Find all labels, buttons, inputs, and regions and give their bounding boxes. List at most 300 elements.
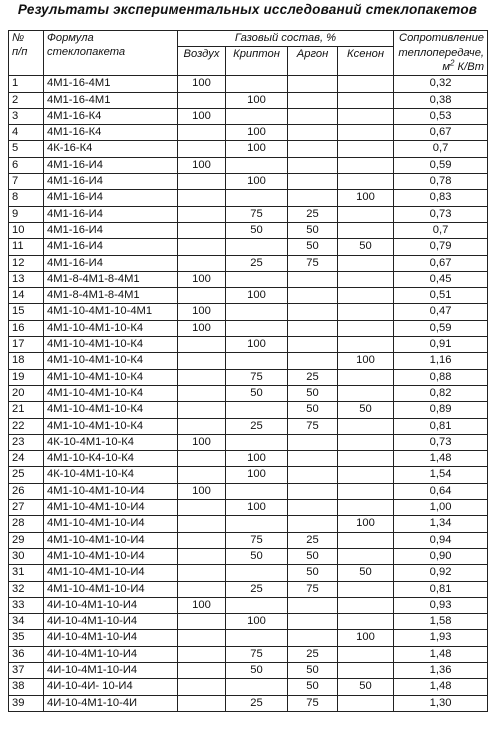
table-row — [9, 483, 488, 499]
cell-resistance: 0,81 — [394, 581, 488, 597]
cell-argon — [288, 141, 338, 157]
cell-argon — [288, 304, 338, 320]
cell-formula: 4М1-16-К4 — [44, 108, 178, 124]
table-row — [9, 320, 488, 336]
cell-resistance: 0,89 — [394, 402, 488, 418]
cell-xenon — [338, 108, 394, 124]
cell-resistance: 0,45 — [394, 271, 488, 287]
cell-formula: 4И-10-4М1-10-И4 — [44, 597, 178, 613]
cell-resistance: 0,73 — [394, 206, 488, 222]
cell-air — [178, 402, 226, 418]
cell-argon: 50 — [288, 402, 338, 418]
cell-argon: 25 — [288, 369, 338, 385]
cell-krypton: 25 — [226, 418, 288, 434]
cell-resistance: 0,67 — [394, 255, 488, 271]
cell-air: 100 — [178, 271, 226, 287]
cell-resistance: 0,81 — [394, 418, 488, 434]
cell-argon — [288, 320, 338, 336]
cell-air: 100 — [178, 108, 226, 124]
cell-krypton: 100 — [226, 500, 288, 516]
cell-number: 35 — [9, 630, 44, 646]
cell-argon — [288, 108, 338, 124]
cell-number: 4 — [9, 125, 44, 141]
table-row — [9, 353, 488, 369]
cell-xenon — [338, 581, 394, 597]
cell-formula: 4М1-16-И4 — [44, 206, 178, 222]
results-table — [8, 30, 488, 712]
cell-formula: 4И-10-4М1-10-И4 — [44, 662, 178, 678]
cell-krypton — [226, 157, 288, 173]
cell-xenon — [338, 532, 394, 548]
cell-resistance: 0,73 — [394, 434, 488, 450]
cell-air — [178, 141, 226, 157]
cell-resistance: 1,36 — [394, 662, 488, 678]
header-formula — [44, 31, 178, 76]
cell-number: 14 — [9, 288, 44, 304]
cell-air — [178, 206, 226, 222]
cell-number: 9 — [9, 206, 44, 222]
cell-argon: 50 — [288, 548, 338, 564]
header-xenon: Ксенон — [338, 47, 394, 76]
cell-air: 100 — [178, 320, 226, 336]
cell-krypton: 100 — [226, 141, 288, 157]
cell-resistance: 0,64 — [394, 483, 488, 499]
cell-number: 23 — [9, 434, 44, 450]
table-row — [9, 108, 488, 124]
cell-argon: 25 — [288, 532, 338, 548]
cell-formula: 4М1-10-4М1-10-И4 — [44, 483, 178, 499]
table-row — [9, 174, 488, 190]
cell-number: 26 — [9, 483, 44, 499]
cell-xenon — [338, 125, 394, 141]
cell-number: 20 — [9, 385, 44, 401]
table-row — [9, 516, 488, 532]
cell-argon — [288, 614, 338, 630]
cell-number: 29 — [9, 532, 44, 548]
table-row — [9, 581, 488, 597]
table-row — [9, 385, 488, 401]
cell-xenon — [338, 206, 394, 222]
cell-xenon — [338, 255, 394, 271]
cell-krypton: 50 — [226, 385, 288, 401]
cell-argon: 50 — [288, 679, 338, 695]
cell-formula: 4И-10-4И- 10-И4 — [44, 679, 178, 695]
cell-xenon — [338, 434, 394, 450]
cell-argon: 25 — [288, 646, 338, 662]
cell-krypton: 25 — [226, 695, 288, 711]
cell-argon: 50 — [288, 385, 338, 401]
cell-xenon — [338, 222, 394, 238]
header-resistance-line1: Сопротивление — [398, 32, 485, 44]
cell-xenon — [338, 157, 394, 173]
cell-formula: 4И-10-4М1-10-И4 — [44, 646, 178, 662]
cell-krypton: 50 — [226, 548, 288, 564]
cell-argon — [288, 157, 338, 173]
cell-krypton: 75 — [226, 646, 288, 662]
cell-xenon — [338, 288, 394, 304]
cell-formula: 4И-10-4М1-10-И4 — [44, 614, 178, 630]
cell-resistance: 0,51 — [394, 288, 488, 304]
cell-air: 100 — [178, 157, 226, 173]
cell-argon — [288, 451, 338, 467]
cell-xenon — [338, 467, 394, 483]
cell-formula: 4К-16-К4 — [44, 141, 178, 157]
cell-number: 24 — [9, 451, 44, 467]
header-number — [9, 31, 44, 76]
cell-argon: 25 — [288, 206, 338, 222]
cell-argon: 50 — [288, 565, 338, 581]
cell-xenon: 100 — [338, 190, 394, 206]
cell-resistance: 1,93 — [394, 630, 488, 646]
cell-resistance: 0,67 — [394, 125, 488, 141]
cell-formula: 4М1-8-4М1-8-4М1 — [44, 288, 178, 304]
cell-xenon — [338, 337, 394, 353]
table-row — [9, 695, 488, 711]
cell-number: 27 — [9, 500, 44, 516]
cell-air — [178, 174, 226, 190]
table-row — [9, 679, 488, 695]
cell-argon — [288, 337, 338, 353]
header-krypton: Криптон — [226, 47, 288, 76]
header-resistance — [394, 31, 488, 76]
cell-number: 31 — [9, 565, 44, 581]
cell-number: 36 — [9, 646, 44, 662]
cell-argon — [288, 483, 338, 499]
cell-resistance: 0,38 — [394, 92, 488, 108]
cell-resistance: 0,83 — [394, 190, 488, 206]
cell-air — [178, 369, 226, 385]
table-row — [9, 451, 488, 467]
cell-krypton: 75 — [226, 369, 288, 385]
cell-argon — [288, 92, 338, 108]
cell-xenon — [338, 92, 394, 108]
header-formula-top: Формула — [47, 32, 94, 44]
cell-number: 8 — [9, 190, 44, 206]
cell-resistance: 0,88 — [394, 369, 488, 385]
cell-number: 6 — [9, 157, 44, 173]
cell-xenon — [338, 271, 394, 287]
cell-xenon — [338, 320, 394, 336]
header-resistance-line2: теплопередаче, — [398, 46, 485, 59]
cell-formula: 4М1-16-И4 — [44, 222, 178, 238]
cell-xenon — [338, 385, 394, 401]
cell-argon: 75 — [288, 581, 338, 597]
cell-resistance: 0,93 — [394, 597, 488, 613]
cell-xenon — [338, 614, 394, 630]
cell-formula: 4М1-10-4М1-10-К4 — [44, 369, 178, 385]
header-gas-composition: Газовый состав, % — [178, 31, 394, 47]
cell-air — [178, 92, 226, 108]
cell-xenon — [338, 76, 394, 92]
cell-krypton: 75 — [226, 532, 288, 548]
cell-air — [178, 222, 226, 238]
cell-number: 22 — [9, 418, 44, 434]
cell-xenon — [338, 695, 394, 711]
cell-number: 39 — [9, 695, 44, 711]
cell-air — [178, 385, 226, 401]
header-number-bottom: п/п — [12, 46, 28, 58]
cell-formula: 4М1-16-И4 — [44, 255, 178, 271]
cell-air: 100 — [178, 304, 226, 320]
cell-formula: 4М1-16-И4 — [44, 239, 178, 255]
cell-formula: 4И-10-4М1-10-И4 — [44, 630, 178, 646]
cell-xenon — [338, 548, 394, 564]
cell-resistance: 1,54 — [394, 467, 488, 483]
cell-xenon: 100 — [338, 353, 394, 369]
cell-air: 100 — [178, 76, 226, 92]
cell-krypton: 100 — [226, 337, 288, 353]
cell-xenon — [338, 304, 394, 320]
cell-argon: 75 — [288, 418, 338, 434]
cell-krypton: 50 — [226, 662, 288, 678]
table-row — [9, 76, 488, 92]
cell-formula: 4М1-16-4М1 — [44, 76, 178, 92]
cell-number: 10 — [9, 222, 44, 238]
cell-xenon — [338, 662, 394, 678]
cell-number: 11 — [9, 239, 44, 255]
cell-number: 21 — [9, 402, 44, 418]
cell-air — [178, 581, 226, 597]
cell-argon: 75 — [288, 255, 338, 271]
table-row — [9, 304, 488, 320]
header-argon: Аргон — [288, 47, 338, 76]
cell-number: 33 — [9, 597, 44, 613]
cell-krypton — [226, 597, 288, 613]
cell-krypton: 100 — [226, 614, 288, 630]
cell-air — [178, 418, 226, 434]
cell-argon: 75 — [288, 695, 338, 711]
cell-formula: 4М1-10-4М1-10-К4 — [44, 402, 178, 418]
cell-resistance: 0,47 — [394, 304, 488, 320]
cell-number: 13 — [9, 271, 44, 287]
cell-argon — [288, 271, 338, 287]
header-formula-bottom: стеклопакета — [47, 46, 126, 58]
cell-air — [178, 695, 226, 711]
cell-formula: 4М1-10-4М1-10-4М1 — [44, 304, 178, 320]
cell-resistance: 0,59 — [394, 157, 488, 173]
cell-air — [178, 467, 226, 483]
table-row — [9, 141, 488, 157]
cell-xenon — [338, 451, 394, 467]
cell-number: 7 — [9, 174, 44, 190]
cell-air: 100 — [178, 597, 226, 613]
cell-xenon — [338, 174, 394, 190]
cell-formula: 4М1-10-4М1-10-К4 — [44, 320, 178, 336]
cell-krypton — [226, 434, 288, 450]
cell-number: 34 — [9, 614, 44, 630]
cell-resistance: 0,92 — [394, 565, 488, 581]
cell-xenon: 50 — [338, 402, 394, 418]
cell-air — [178, 630, 226, 646]
cell-air — [178, 125, 226, 141]
table-row — [9, 630, 488, 646]
cell-xenon: 50 — [338, 239, 394, 255]
table-row — [9, 288, 488, 304]
cell-argon — [288, 467, 338, 483]
cell-air: 100 — [178, 434, 226, 450]
cell-argon — [288, 288, 338, 304]
cell-krypton — [226, 483, 288, 499]
cell-xenon — [338, 500, 394, 516]
cell-resistance: 1,48 — [394, 451, 488, 467]
cell-resistance: 0,7 — [394, 141, 488, 157]
cell-krypton: 50 — [226, 222, 288, 238]
cell-formula: 4М1-16-К4 — [44, 125, 178, 141]
cell-krypton: 100 — [226, 288, 288, 304]
table-row — [9, 434, 488, 450]
table-row — [9, 467, 488, 483]
cell-resistance: 1,48 — [394, 646, 488, 662]
cell-number: 17 — [9, 337, 44, 353]
header-number-top: № — [12, 32, 25, 44]
cell-formula: 4М1-16-И4 — [44, 174, 178, 190]
cell-resistance: 0,32 — [394, 76, 488, 92]
cell-air — [178, 565, 226, 581]
table-row — [9, 222, 488, 238]
table-row — [9, 271, 488, 287]
cell-air — [178, 451, 226, 467]
cell-resistance: 1,00 — [394, 500, 488, 516]
cell-air — [178, 646, 226, 662]
cell-formula: 4И-10-4М1-10-4И — [44, 695, 178, 711]
table-row — [9, 157, 488, 173]
cell-number: 18 — [9, 353, 44, 369]
cell-krypton: 25 — [226, 581, 288, 597]
cell-formula: 4М1-10-4М1-10-И4 — [44, 516, 178, 532]
cell-krypton: 100 — [226, 467, 288, 483]
cell-argon — [288, 516, 338, 532]
cell-resistance: 1,30 — [394, 695, 488, 711]
cell-argon: 50 — [288, 222, 338, 238]
cell-number: 15 — [9, 304, 44, 320]
cell-argon — [288, 597, 338, 613]
cell-resistance: 0,79 — [394, 239, 488, 255]
cell-formula: 4М1-10-4М1-10-И4 — [44, 581, 178, 597]
page-title: Результаты экспериментальных исследований стеклопакетов — [17, 2, 478, 17]
cell-krypton — [226, 108, 288, 124]
cell-argon — [288, 76, 338, 92]
cell-number: 19 — [9, 369, 44, 385]
cell-xenon — [338, 141, 394, 157]
cell-krypton: 75 — [226, 206, 288, 222]
cell-formula: 4М1-10-4М1-10-К4 — [44, 337, 178, 353]
cell-number: 5 — [9, 141, 44, 157]
cell-krypton: 100 — [226, 451, 288, 467]
table-row — [9, 190, 488, 206]
cell-formula: 4М1-10-4М1-10-К4 — [44, 385, 178, 401]
cell-krypton — [226, 320, 288, 336]
cell-formula: 4М1-10-4М1-10-К4 — [44, 353, 178, 369]
cell-krypton — [226, 516, 288, 532]
cell-formula: 4М1-10-К4-10-К4 — [44, 451, 178, 467]
table-row — [9, 532, 488, 548]
cell-krypton: 25 — [226, 255, 288, 271]
cell-number: 2 — [9, 92, 44, 108]
cell-formula: 4М1-16-И4 — [44, 157, 178, 173]
cell-xenon — [338, 369, 394, 385]
cell-xenon — [338, 418, 394, 434]
cell-krypton — [226, 76, 288, 92]
cell-air — [178, 288, 226, 304]
cell-resistance: 0,90 — [394, 548, 488, 564]
table-row — [9, 662, 488, 678]
table-row — [9, 548, 488, 564]
table-row — [9, 337, 488, 353]
table-row — [9, 92, 488, 108]
cell-krypton — [226, 239, 288, 255]
cell-resistance: 0,91 — [394, 337, 488, 353]
cell-argon — [288, 174, 338, 190]
cell-xenon: 50 — [338, 565, 394, 581]
cell-air: 100 — [178, 483, 226, 499]
cell-resistance: 0,59 — [394, 320, 488, 336]
cell-xenon — [338, 646, 394, 662]
cell-formula: 4К-10-4М1-10-К4 — [44, 467, 178, 483]
cell-krypton — [226, 679, 288, 695]
cell-xenon: 100 — [338, 630, 394, 646]
cell-argon — [288, 434, 338, 450]
header-resistance-line3: $м^2$ К/Вт — [442, 58, 485, 73]
cell-krypton — [226, 630, 288, 646]
header-air: Воздух — [178, 47, 226, 76]
cell-formula: 4К-10-4М1-10-К4 — [44, 434, 178, 450]
cell-air — [178, 614, 226, 630]
table-row — [9, 255, 488, 271]
cell-argon — [288, 353, 338, 369]
table-row — [9, 402, 488, 418]
cell-formula: 4М1-10-4М1-10-И4 — [44, 500, 178, 516]
table-row — [9, 239, 488, 255]
table-row — [9, 500, 488, 516]
cell-air — [178, 532, 226, 548]
cell-air — [178, 516, 226, 532]
cell-argon — [288, 190, 338, 206]
table-row — [9, 597, 488, 613]
cell-formula: 4М1-10-4М1-10-И4 — [44, 548, 178, 564]
cell-krypton — [226, 353, 288, 369]
cell-number: 32 — [9, 581, 44, 597]
cell-air — [178, 190, 226, 206]
cell-air — [178, 679, 226, 695]
cell-krypton — [226, 304, 288, 320]
cell-air — [178, 353, 226, 369]
cell-number: 25 — [9, 467, 44, 483]
cell-resistance: 1,16 — [394, 353, 488, 369]
table-row — [9, 418, 488, 434]
cell-resistance: 0,53 — [394, 108, 488, 124]
cell-number: 3 — [9, 108, 44, 124]
cell-formula: 4М1-8-4М1-8-4М1 — [44, 271, 178, 287]
cell-krypton: 100 — [226, 174, 288, 190]
cell-krypton — [226, 402, 288, 418]
table-row — [9, 565, 488, 581]
cell-krypton: 100 — [226, 125, 288, 141]
cell-krypton — [226, 565, 288, 581]
cell-argon: 50 — [288, 662, 338, 678]
table-row — [9, 125, 488, 141]
cell-air — [178, 548, 226, 564]
cell-argon — [288, 125, 338, 141]
cell-xenon: 100 — [338, 516, 394, 532]
cell-number: 12 — [9, 255, 44, 271]
cell-air — [178, 500, 226, 516]
cell-number: 1 — [9, 76, 44, 92]
cell-air — [178, 662, 226, 678]
table-row — [9, 646, 488, 662]
cell-number: 28 — [9, 516, 44, 532]
cell-argon — [288, 500, 338, 516]
cell-krypton — [226, 190, 288, 206]
